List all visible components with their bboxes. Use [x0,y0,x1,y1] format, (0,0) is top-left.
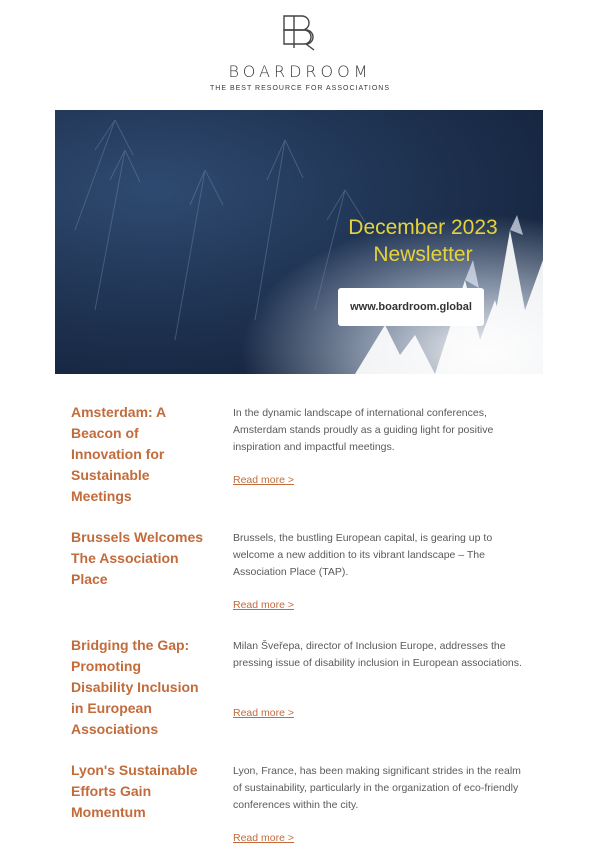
newsletter-title [333,214,513,268]
newsletter-title-line1: December 2023 [348,216,498,239]
newsletter-title-line2: Newsletter [373,243,473,266]
article-title[interactable]: Bridging the Gap: Promoting Disability Inclusion in European Associations [71,637,199,737]
read-more-link[interactable]: Read more > [233,474,294,486]
read-more-link[interactable]: Read more > [233,707,294,719]
brand-tagline: THE BEST RESOURCE FOR ASSOCIATIONS [210,85,390,92]
header [0,12,600,92]
article-summary: In the dynamic landscape of international conferences, Amsterdam stands proudly as a guiding light for positive inspiration and impactful meetings. [233,407,494,453]
brand-name: BOARDROOM [228,62,372,81]
article-title[interactable]: Amsterdam: A Beacon of Innovation for Sustainable Meetings [71,404,166,504]
website-link-button[interactable]: www.boardroom.global [338,288,484,326]
article-summary: Brussels, the bustling European capital, is gearing up to welcome a new addition to its vibrant landscape – The Association Place (TAP). [233,532,493,578]
bpr-monogram-icon [280,12,320,52]
article-title[interactable]: Lyon's Sustainable Efforts Gain Momentum [71,762,198,820]
read-more-link[interactable]: Read more > [233,832,294,844]
article-summary: Lyon, France, has been making significant strides in the realm of sustainability, particularly in the organization of eco-friendly conferences within the city. [233,765,521,811]
read-more-link[interactable]: Read more > [233,599,294,611]
article-summary: Milan Šveřepa, director of Inclusion Europe, addresses the pressing issue of disability inclusion in European associations. [233,640,522,669]
article-title[interactable]: Brussels Welcomes The Association Place [71,529,204,587]
hero-banner [55,110,543,374]
